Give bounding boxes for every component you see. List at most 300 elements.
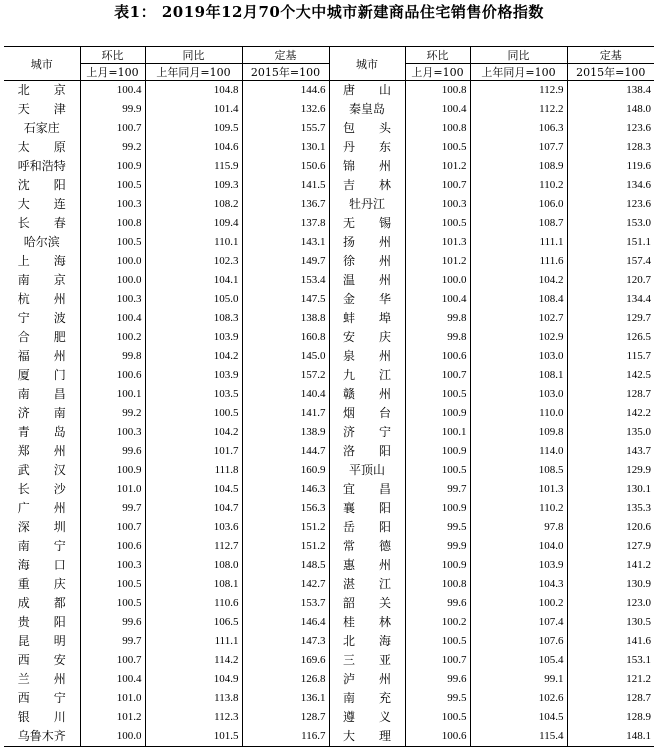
base-value-right: 151.1 xyxy=(567,233,654,252)
base-value-left: 160.8 xyxy=(242,328,329,347)
yoy-value-left: 104.5 xyxy=(145,480,242,499)
city-name-left: 大 连 xyxy=(17,197,66,211)
city-name-left: 成 都 xyxy=(17,596,66,610)
city-name-right: 金 华 xyxy=(329,290,405,309)
base-value-right: 130.5 xyxy=(567,613,654,632)
base-value-left: 141.7 xyxy=(242,404,329,423)
city-name-right: 唐 山 xyxy=(329,81,405,101)
mom-value-left: 100.4 xyxy=(80,81,145,101)
yoy-value-left: 114.2 xyxy=(145,651,242,670)
base-value-right: 126.5 xyxy=(567,328,654,347)
city-name-right: 泉 州 xyxy=(329,347,405,366)
base-value-left: 157.2 xyxy=(242,366,329,385)
yoy-value-right: 103.0 xyxy=(470,385,567,404)
mom-value-left: 99.2 xyxy=(80,404,145,423)
mom-value-right: 100.5 xyxy=(405,138,470,157)
yoy-value-right: 108.5 xyxy=(470,461,567,480)
mom-value-left: 100.3 xyxy=(80,423,145,442)
mom-value-left: 100.9 xyxy=(80,461,145,480)
table-row xyxy=(4,81,654,101)
mom-value-left: 100.0 xyxy=(80,271,145,290)
city-name-left: 合 肥 xyxy=(17,330,66,344)
yoy-value-left: 104.6 xyxy=(145,138,242,157)
city-name-left: 长 沙 xyxy=(17,482,66,496)
table-row xyxy=(4,727,654,747)
city-name-left: 昆 明 xyxy=(17,634,66,648)
base-value-right: 123.0 xyxy=(567,594,654,613)
table-row xyxy=(4,100,654,119)
header-mom-left: 环比 xyxy=(80,47,145,64)
table-row xyxy=(4,708,654,727)
yoy-value-right: 108.4 xyxy=(470,290,567,309)
city-name-right: 韶 关 xyxy=(329,594,405,613)
yoy-value-right: 104.5 xyxy=(470,708,567,727)
base-value-left: 132.6 xyxy=(242,100,329,119)
base-value-left: 148.5 xyxy=(242,556,329,575)
base-value-right: 127.9 xyxy=(567,537,654,556)
table-row xyxy=(4,480,654,499)
base-value-left: 151.2 xyxy=(242,518,329,537)
base-value-right: 128.7 xyxy=(567,385,654,404)
table-body xyxy=(4,81,654,747)
yoy-value-right: 112.2 xyxy=(470,100,567,119)
table-row xyxy=(4,461,654,480)
base-value-left: 126.8 xyxy=(242,670,329,689)
base-value-left: 140.4 xyxy=(242,385,329,404)
city-name-right: 包 头 xyxy=(329,119,405,138)
yoy-value-right: 114.0 xyxy=(470,442,567,461)
city-name-right: 锦 州 xyxy=(329,157,405,176)
header-yoy-sub-left: 上年同月=100 xyxy=(145,64,242,81)
base-value-right: 128.9 xyxy=(567,708,654,727)
mom-value-left: 100.7 xyxy=(80,651,145,670)
yoy-value-right: 106.3 xyxy=(470,119,567,138)
mom-value-right: 100.5 xyxy=(405,708,470,727)
base-value-left: 146.4 xyxy=(242,613,329,632)
base-value-left: 136.1 xyxy=(242,689,329,708)
base-value-right: 123.6 xyxy=(567,195,654,214)
base-value-left: 141.5 xyxy=(242,176,329,195)
yoy-value-left: 109.4 xyxy=(145,214,242,233)
table-row xyxy=(4,518,654,537)
city-name-left: 呼和浩特 xyxy=(17,159,66,173)
table-row xyxy=(4,309,654,328)
base-value-left: 169.6 xyxy=(242,651,329,670)
mom-value-left: 100.2 xyxy=(80,328,145,347)
base-value-right: 134.4 xyxy=(567,290,654,309)
city-name-right: 无 锡 xyxy=(329,214,405,233)
yoy-value-left: 115.9 xyxy=(145,157,242,176)
city-name-right: 烟 台 xyxy=(329,404,405,423)
mom-value-left: 100.0 xyxy=(80,727,145,747)
header-base-sub-left: 2015年=100 xyxy=(242,64,329,81)
city-name-left: 西 宁 xyxy=(17,691,66,705)
mom-value-right: 100.8 xyxy=(405,119,470,138)
city-name-left: 南 昌 xyxy=(17,387,66,401)
mom-value-right: 100.7 xyxy=(405,651,470,670)
mom-value-right: 100.3 xyxy=(405,195,470,214)
city-name-right: 遵 义 xyxy=(329,708,405,727)
table-row xyxy=(4,385,654,404)
city-name-left: 天 津 xyxy=(17,102,66,116)
mom-value-left: 100.5 xyxy=(80,594,145,613)
base-value-left: 155.7 xyxy=(242,119,329,138)
mom-value-left: 99.6 xyxy=(80,613,145,632)
city-name-right: 宜 昌 xyxy=(329,480,405,499)
table-header xyxy=(4,47,654,81)
base-value-right: 157.4 xyxy=(567,252,654,271)
city-name-right: 赣 州 xyxy=(329,385,405,404)
city-name-left: 福 州 xyxy=(17,349,66,363)
base-value-right: 142.2 xyxy=(567,404,654,423)
header-mom-right: 环比 xyxy=(405,47,470,64)
base-value-right: 143.7 xyxy=(567,442,654,461)
mom-value-right: 100.8 xyxy=(405,81,470,101)
yoy-value-right: 102.6 xyxy=(470,689,567,708)
city-name-right: 牡丹江 xyxy=(329,195,405,214)
city-name-right: 桂 林 xyxy=(329,613,405,632)
city-name-right: 三 亚 xyxy=(329,651,405,670)
table-row xyxy=(4,157,654,176)
city-name-right: 岳 阳 xyxy=(329,518,405,537)
yoy-value-right: 102.9 xyxy=(470,328,567,347)
city-name-right: 襄 阳 xyxy=(329,499,405,518)
mom-value-right: 100.4 xyxy=(405,290,470,309)
mom-value-right: 100.7 xyxy=(405,176,470,195)
base-value-left: 151.2 xyxy=(242,537,329,556)
yoy-value-right: 107.4 xyxy=(470,613,567,632)
table-row xyxy=(4,537,654,556)
base-value-left: 142.7 xyxy=(242,575,329,594)
city-name-left: 太 原 xyxy=(17,140,66,154)
yoy-value-left: 110.1 xyxy=(145,233,242,252)
base-value-right: 148.0 xyxy=(567,100,654,119)
header-base-right: 定基 xyxy=(567,47,654,64)
base-value-left: 136.7 xyxy=(242,195,329,214)
city-name-left: 杭 州 xyxy=(17,292,66,306)
header-mom-sub-left: 上月=100 xyxy=(80,64,145,81)
mom-value-left: 99.6 xyxy=(80,442,145,461)
city-name-left: 哈尔滨 xyxy=(23,235,60,249)
base-value-right: 141.2 xyxy=(567,556,654,575)
mom-value-left: 99.7 xyxy=(80,632,145,651)
base-value-right: 138.4 xyxy=(567,81,654,101)
base-value-left: 128.7 xyxy=(242,708,329,727)
mom-value-left: 100.0 xyxy=(80,252,145,271)
yoy-value-right: 108.9 xyxy=(470,157,567,176)
base-value-right: 135.3 xyxy=(567,499,654,518)
city-name-left: 宁 波 xyxy=(17,311,66,325)
base-value-right: 148.1 xyxy=(567,727,654,747)
mom-value-left: 100.4 xyxy=(80,670,145,689)
base-value-left: 137.8 xyxy=(242,214,329,233)
yoy-value-left: 103.5 xyxy=(145,385,242,404)
mom-value-right: 100.9 xyxy=(405,556,470,575)
yoy-value-left: 100.5 xyxy=(145,404,242,423)
city-name-left: 武 汉 xyxy=(17,463,66,477)
mom-value-left: 100.8 xyxy=(80,214,145,233)
yoy-value-right: 110.0 xyxy=(470,404,567,423)
base-value-left: 153.7 xyxy=(242,594,329,613)
base-value-right: 130.9 xyxy=(567,575,654,594)
city-name-left: 深 圳 xyxy=(17,520,66,534)
mom-value-right: 101.3 xyxy=(405,233,470,252)
table-row xyxy=(4,404,654,423)
mom-value-left: 100.7 xyxy=(80,119,145,138)
city-name-right: 安 庆 xyxy=(329,328,405,347)
price-index-table xyxy=(4,46,654,747)
mom-value-right: 101.2 xyxy=(405,157,470,176)
table-row xyxy=(4,252,654,271)
yoy-value-right: 106.0 xyxy=(470,195,567,214)
yoy-value-left: 106.5 xyxy=(145,613,242,632)
city-name-right: 济 宁 xyxy=(329,423,405,442)
yoy-value-left: 112.3 xyxy=(145,708,242,727)
header-base-left: 定基 xyxy=(242,47,329,64)
yoy-value-right: 100.2 xyxy=(470,594,567,613)
mom-value-left: 100.5 xyxy=(80,233,145,252)
yoy-value-right: 99.1 xyxy=(470,670,567,689)
city-name-left: 沈 阳 xyxy=(17,178,66,192)
city-name-right: 扬 州 xyxy=(329,233,405,252)
yoy-value-left: 104.8 xyxy=(145,81,242,101)
yoy-value-left: 112.7 xyxy=(145,537,242,556)
mom-value-right: 100.4 xyxy=(405,100,470,119)
mom-value-right: 99.5 xyxy=(405,689,470,708)
city-name-right: 徐 州 xyxy=(329,252,405,271)
city-name-left: 郑 州 xyxy=(17,444,66,458)
city-name-left: 乌鲁木齐 xyxy=(4,727,80,747)
city-name-left: 西 安 xyxy=(17,653,66,667)
city-name-left: 南 宁 xyxy=(17,539,66,553)
mom-value-left: 100.3 xyxy=(80,290,145,309)
table-row xyxy=(4,670,654,689)
mom-value-left: 100.3 xyxy=(80,195,145,214)
yoy-value-right: 115.4 xyxy=(470,727,567,747)
yoy-value-left: 109.5 xyxy=(145,119,242,138)
table-title: 表1： 2019年12月70个大中城市新建商品住宅销售价格指数 xyxy=(114,3,544,21)
city-name-right: 吉 林 xyxy=(329,176,405,195)
yoy-value-left: 105.0 xyxy=(145,290,242,309)
mom-value-right: 100.7 xyxy=(405,366,470,385)
city-name-left: 北 京 xyxy=(17,83,66,97)
city-name-right: 常 德 xyxy=(329,537,405,556)
base-value-right: 128.3 xyxy=(567,138,654,157)
base-value-right: 134.6 xyxy=(567,176,654,195)
yoy-value-left: 108.0 xyxy=(145,556,242,575)
yoy-value-right: 103.9 xyxy=(470,556,567,575)
header-base-sub-right: 2015年=100 xyxy=(567,64,654,81)
yoy-value-left: 103.9 xyxy=(145,366,242,385)
header-city-left: 城市 xyxy=(4,47,80,81)
base-value-left: 150.6 xyxy=(242,157,329,176)
city-name-left: 海 口 xyxy=(17,558,66,572)
mom-value-right: 100.6 xyxy=(405,347,470,366)
mom-value-left: 99.8 xyxy=(80,347,145,366)
city-name-right: 大 理 xyxy=(329,727,405,747)
base-value-right: 153.1 xyxy=(567,651,654,670)
yoy-value-right: 102.7 xyxy=(470,309,567,328)
mom-value-right: 100.2 xyxy=(405,613,470,632)
table-row xyxy=(4,366,654,385)
base-value-left: 153.4 xyxy=(242,271,329,290)
mom-value-right: 100.1 xyxy=(405,423,470,442)
table-row xyxy=(4,328,654,347)
yoy-value-left: 101.7 xyxy=(145,442,242,461)
table-row xyxy=(4,176,654,195)
table-row xyxy=(4,442,654,461)
city-name-left: 广 州 xyxy=(17,501,66,515)
mom-value-right: 99.7 xyxy=(405,480,470,499)
mom-value-right: 100.8 xyxy=(405,575,470,594)
mom-value-left: 100.1 xyxy=(80,385,145,404)
yoy-value-right: 104.2 xyxy=(470,271,567,290)
base-value-left: 116.7 xyxy=(242,727,329,747)
city-name-right: 惠 州 xyxy=(329,556,405,575)
base-value-right: 121.2 xyxy=(567,670,654,689)
city-name-right: 丹 东 xyxy=(329,138,405,157)
mom-value-left: 100.6 xyxy=(80,366,145,385)
city-name-right: 湛 江 xyxy=(329,575,405,594)
city-name-left: 贵 阳 xyxy=(17,615,66,629)
base-value-right: 142.5 xyxy=(567,366,654,385)
table-row xyxy=(4,632,654,651)
yoy-value-right: 112.9 xyxy=(470,81,567,101)
city-name-left: 厦 门 xyxy=(17,368,66,382)
yoy-value-right: 108.1 xyxy=(470,366,567,385)
base-value-right: 129.9 xyxy=(567,461,654,480)
city-name-right: 温 州 xyxy=(329,271,405,290)
base-value-right: 115.7 xyxy=(567,347,654,366)
header-yoy-sub-right: 上年同月=100 xyxy=(470,64,567,81)
mom-value-right: 100.5 xyxy=(405,461,470,480)
base-value-right: 135.0 xyxy=(567,423,654,442)
yoy-value-right: 109.8 xyxy=(470,423,567,442)
mom-value-left: 100.3 xyxy=(80,556,145,575)
city-name-right: 北 海 xyxy=(329,632,405,651)
table-row xyxy=(4,290,654,309)
base-value-left: 138.8 xyxy=(242,309,329,328)
yoy-value-right: 104.0 xyxy=(470,537,567,556)
table-row xyxy=(4,195,654,214)
base-value-left: 145.0 xyxy=(242,347,329,366)
mom-value-left: 99.7 xyxy=(80,499,145,518)
mom-value-left: 101.0 xyxy=(80,689,145,708)
yoy-value-left: 111.1 xyxy=(145,632,242,651)
table-row xyxy=(4,119,654,138)
table-row xyxy=(4,594,654,613)
table-row xyxy=(4,575,654,594)
city-name-right: 九 江 xyxy=(329,366,405,385)
mom-value-left: 100.7 xyxy=(80,518,145,537)
yoy-value-right: 111.1 xyxy=(470,233,567,252)
city-name-left: 重 庆 xyxy=(17,577,66,591)
yoy-value-left: 102.3 xyxy=(145,252,242,271)
city-name-right: 秦皇岛 xyxy=(329,100,405,119)
city-name-left: 银 川 xyxy=(17,710,66,724)
city-name-right: 平顶山 xyxy=(329,461,405,480)
yoy-value-right: 110.2 xyxy=(470,499,567,518)
table-row xyxy=(4,423,654,442)
table-row xyxy=(4,651,654,670)
yoy-value-left: 101.5 xyxy=(145,727,242,747)
base-value-right: 130.1 xyxy=(567,480,654,499)
yoy-value-right: 103.0 xyxy=(470,347,567,366)
city-name-right: 洛 阳 xyxy=(329,442,405,461)
yoy-value-left: 110.6 xyxy=(145,594,242,613)
yoy-value-left: 109.3 xyxy=(145,176,242,195)
yoy-value-left: 103.9 xyxy=(145,328,242,347)
base-value-right: 141.6 xyxy=(567,632,654,651)
header-mom-sub-right: 上月=100 xyxy=(405,64,470,81)
mom-value-left: 99.9 xyxy=(80,100,145,119)
city-name-left: 上 海 xyxy=(17,254,66,268)
mom-value-left: 99.2 xyxy=(80,138,145,157)
table-row xyxy=(4,347,654,366)
table-row xyxy=(4,214,654,233)
table-row xyxy=(4,271,654,290)
yoy-value-left: 108.3 xyxy=(145,309,242,328)
mom-value-right: 99.5 xyxy=(405,518,470,537)
base-value-left: 147.5 xyxy=(242,290,329,309)
city-name-left: 青 岛 xyxy=(17,425,66,439)
city-name-right: 泸 州 xyxy=(329,670,405,689)
mom-value-right: 100.5 xyxy=(405,385,470,404)
yoy-value-left: 104.9 xyxy=(145,670,242,689)
base-value-left: 138.9 xyxy=(242,423,329,442)
yoy-value-left: 104.2 xyxy=(145,347,242,366)
base-value-right: 120.6 xyxy=(567,518,654,537)
mom-value-left: 100.6 xyxy=(80,537,145,556)
base-value-right: 120.7 xyxy=(567,271,654,290)
yoy-value-right: 101.3 xyxy=(470,480,567,499)
yoy-value-left: 101.4 xyxy=(145,100,242,119)
yoy-value-right: 111.6 xyxy=(470,252,567,271)
table-row xyxy=(4,138,654,157)
yoy-value-left: 111.8 xyxy=(145,461,242,480)
yoy-value-right: 107.7 xyxy=(470,138,567,157)
yoy-value-left: 104.1 xyxy=(145,271,242,290)
mom-value-right: 99.8 xyxy=(405,328,470,347)
mom-value-right: 100.9 xyxy=(405,404,470,423)
mom-value-right: 99.6 xyxy=(405,594,470,613)
header-city-right: 城市 xyxy=(329,47,405,81)
mom-value-left: 100.4 xyxy=(80,309,145,328)
header-yoy-right: 同比 xyxy=(470,47,567,64)
mom-value-right: 100.5 xyxy=(405,214,470,233)
header-yoy-left: 同比 xyxy=(145,47,242,64)
yoy-value-right: 105.4 xyxy=(470,651,567,670)
yoy-value-left: 103.6 xyxy=(145,518,242,537)
yoy-value-right: 107.6 xyxy=(470,632,567,651)
base-value-right: 119.6 xyxy=(567,157,654,176)
table-row xyxy=(4,499,654,518)
base-value-left: 147.3 xyxy=(242,632,329,651)
base-value-left: 143.1 xyxy=(242,233,329,252)
city-name-left: 兰 州 xyxy=(17,672,66,686)
base-value-left: 144.7 xyxy=(242,442,329,461)
mom-value-right: 99.8 xyxy=(405,309,470,328)
base-value-right: 123.6 xyxy=(567,119,654,138)
base-value-right: 128.7 xyxy=(567,689,654,708)
base-value-right: 153.0 xyxy=(567,214,654,233)
table-row xyxy=(4,556,654,575)
mom-value-right: 100.0 xyxy=(405,271,470,290)
base-value-left: 130.1 xyxy=(242,138,329,157)
mom-value-left: 100.5 xyxy=(80,575,145,594)
mom-value-left: 100.9 xyxy=(80,157,145,176)
mom-value-right: 100.6 xyxy=(405,727,470,747)
